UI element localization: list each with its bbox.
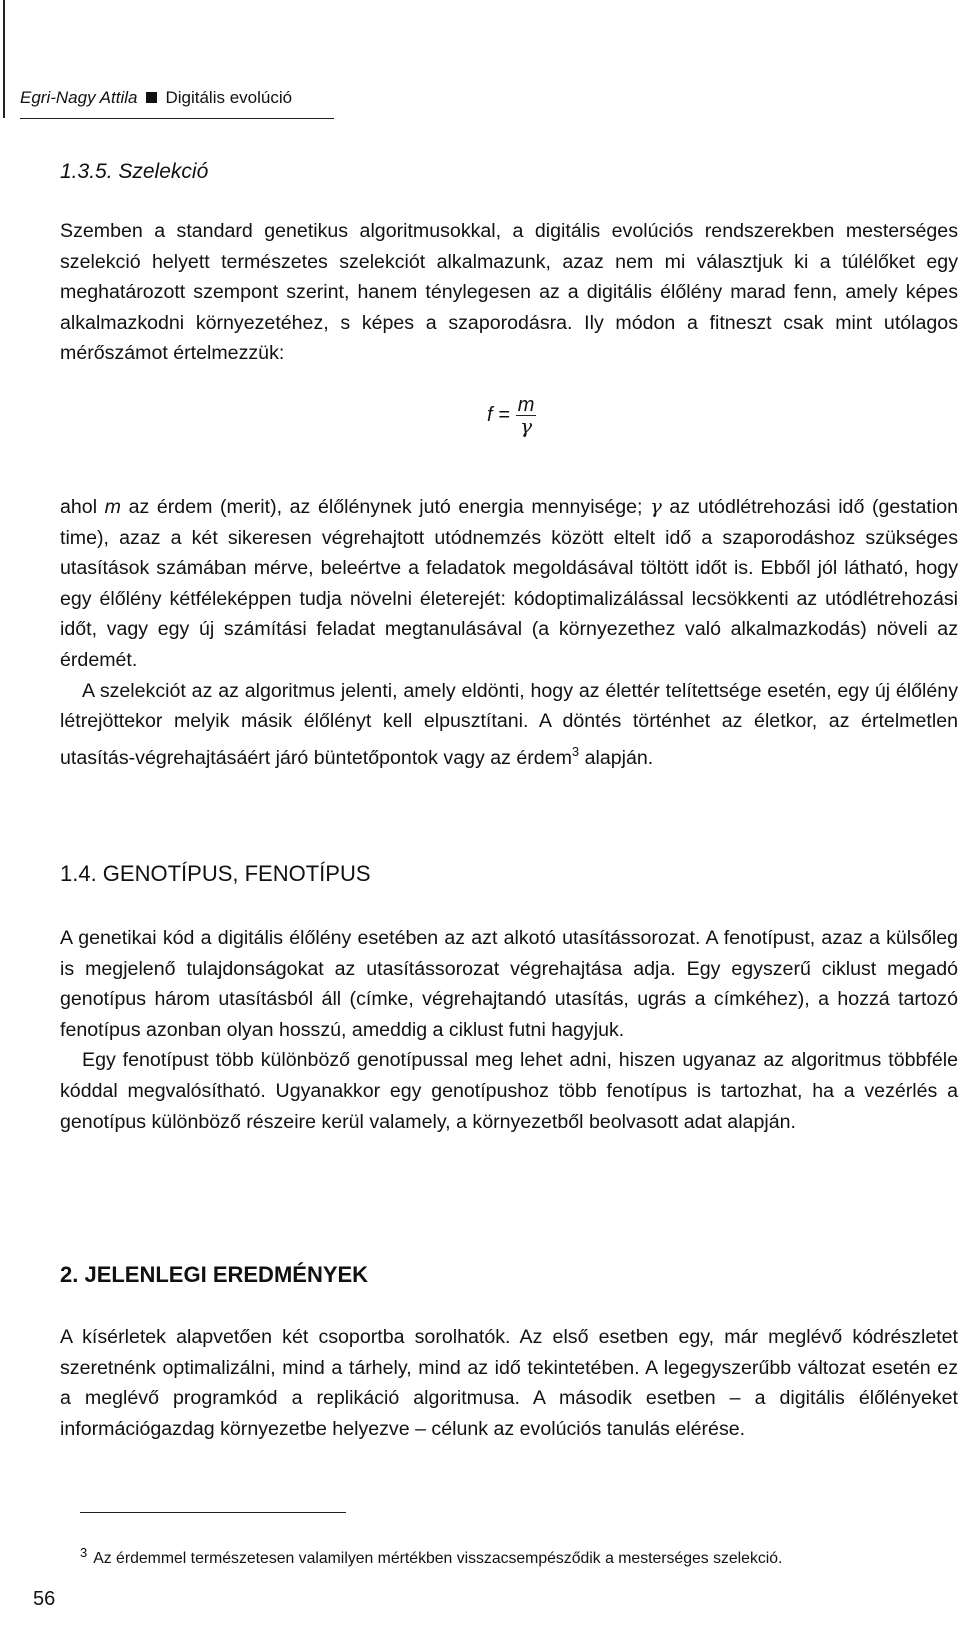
paragraph [60,492,958,676]
text-span: alapján. [579,746,654,769]
footnote-mark: 3 [80,1545,88,1560]
heading-genotype: 1.4. GENOTÍPUS, FENOTÍPUS [60,861,371,886]
running-header [20,86,334,119]
header-title: Digitális evolúció [165,88,293,107]
text-block-selection [60,216,958,369]
text-span: ahol [60,496,105,518]
section-title: 1.3.5. Szelekció [60,160,209,183]
header-author: Egri-Nagy Attila [20,88,138,107]
text-block-genotype [60,923,958,1137]
footnote [80,1545,782,1568]
paragraph [60,676,958,774]
formula-fraction [516,395,537,436]
footnote-ref[interactable]: 3 [571,743,580,759]
text-span: az érdem (merit), az élőlénynek jutó energia mennyisége; [120,496,651,518]
square-bullet-icon [146,92,157,103]
paragraph: A kísérletek alapvetően két csoportba sorolhatók. Az első esetben egy, már meglévő kódrészletet szeretnénk optimalizálni, mind a tárhely, mind az idő tekintetében. A legegyszerűbb változat esetén ez a meglévő programkód a replikáció algoritmusa. A második esetben – a digitális élőlényeket információgazdag környezetbe helyezve – célunk az evolúciós tanulás elérése. [60,1326,958,1440]
fitness-formula [487,395,536,436]
formula-numerator: m [517,394,535,416]
formula-lhs: f = [487,404,510,426]
heading-results: 2. JELENLEGI EREDMÉNYEK [60,1262,369,1287]
text-block-definitions [60,492,958,773]
var-m: m [104,496,121,518]
margin-rule [3,0,5,118]
page-number: 56 [33,1588,56,1610]
var-gamma: γ [650,495,662,518]
paragraph: Szemben a standard genetikus algoritmusokkal, a digitális evolúciós rendszerekben mesterséges szelekció helyett természetes szelekciót alkalmazunk, azaz nem mi választjuk ki a túlélőket egy meghatározott szempont szerint, hanem ténylegesen az a digitális élőlény marad fenn, amely képes alkalmazkodni környezetéhez, s képes a szaporodásra. Ily módon a fitneszt csak mint utólagos mérőszámot értelmezzük: [60,220,958,365]
text-block-results [60,1322,958,1444]
footnote-text: Az érdemmel természetesen valamilyen mértékben visszacsempésződik a mesterséges szelekció. [93,1550,783,1567]
paragraph: A genetikai kód a digitális élőlény esetében az azt alkotó utasítássorozat. A fenotípust, azaz a külsőleg is megjelenő tulajdonságokat az utasítássorozat végrehajtása adja. Egy egyszerű ciklust megadó genotípus három utasításból áll (címke, végrehajtandó utasítás, ugrás a címkéhez), a hozzá tartozó fenotípus azonban olyan hosszú, ameddig a ciklust futni hagyjuk. [60,927,958,1041]
footnote-divider [80,1512,346,1513]
formula-denominator: γ [520,414,533,438]
paragraph: Egy fenotípust több különböző genotípussal meg lehet adni, hiszen ugyanaz az algoritmus többféle kóddal megvalósítható. Ugyanakkor egy genotípushoz több fenotípus is tartozhat, ha a vezérlés a genotípus különböző részeire kerül valamely, a környezetből beolvasott adat alapján. [60,1049,958,1133]
text-span: az utódlétrehozási idő (gestation time), azaz a két sikeresen végrehajtott utódnemzés között eltelt idő a szaporodáshoz szükséges utasítások számában mérve, beleértve a feladatok megoldásával töltött időt is. Ebből jól látható, hogy egy élőlény kétféleképpen tudja növelni életerejét: kódoptimalizálással lecsökkenti az utódlétrehozási időt, vagy egy új számítási feladat megtanulásával (a környezethez való alkalmazkodás) növeli az érdemét. [60,496,958,671]
text-span: A szelekciót az az algoritmus jelenti, amely eldönti, hogy az élettér telítettsége esetén, egy új élőlény létrejöttekor melyik másik élőlényt kell elpusztítani. A döntés történhet az életkor, az értelmetlen utasítás-végrehajtásáért járó büntetőpontok vagy az érdem [60,679,958,769]
